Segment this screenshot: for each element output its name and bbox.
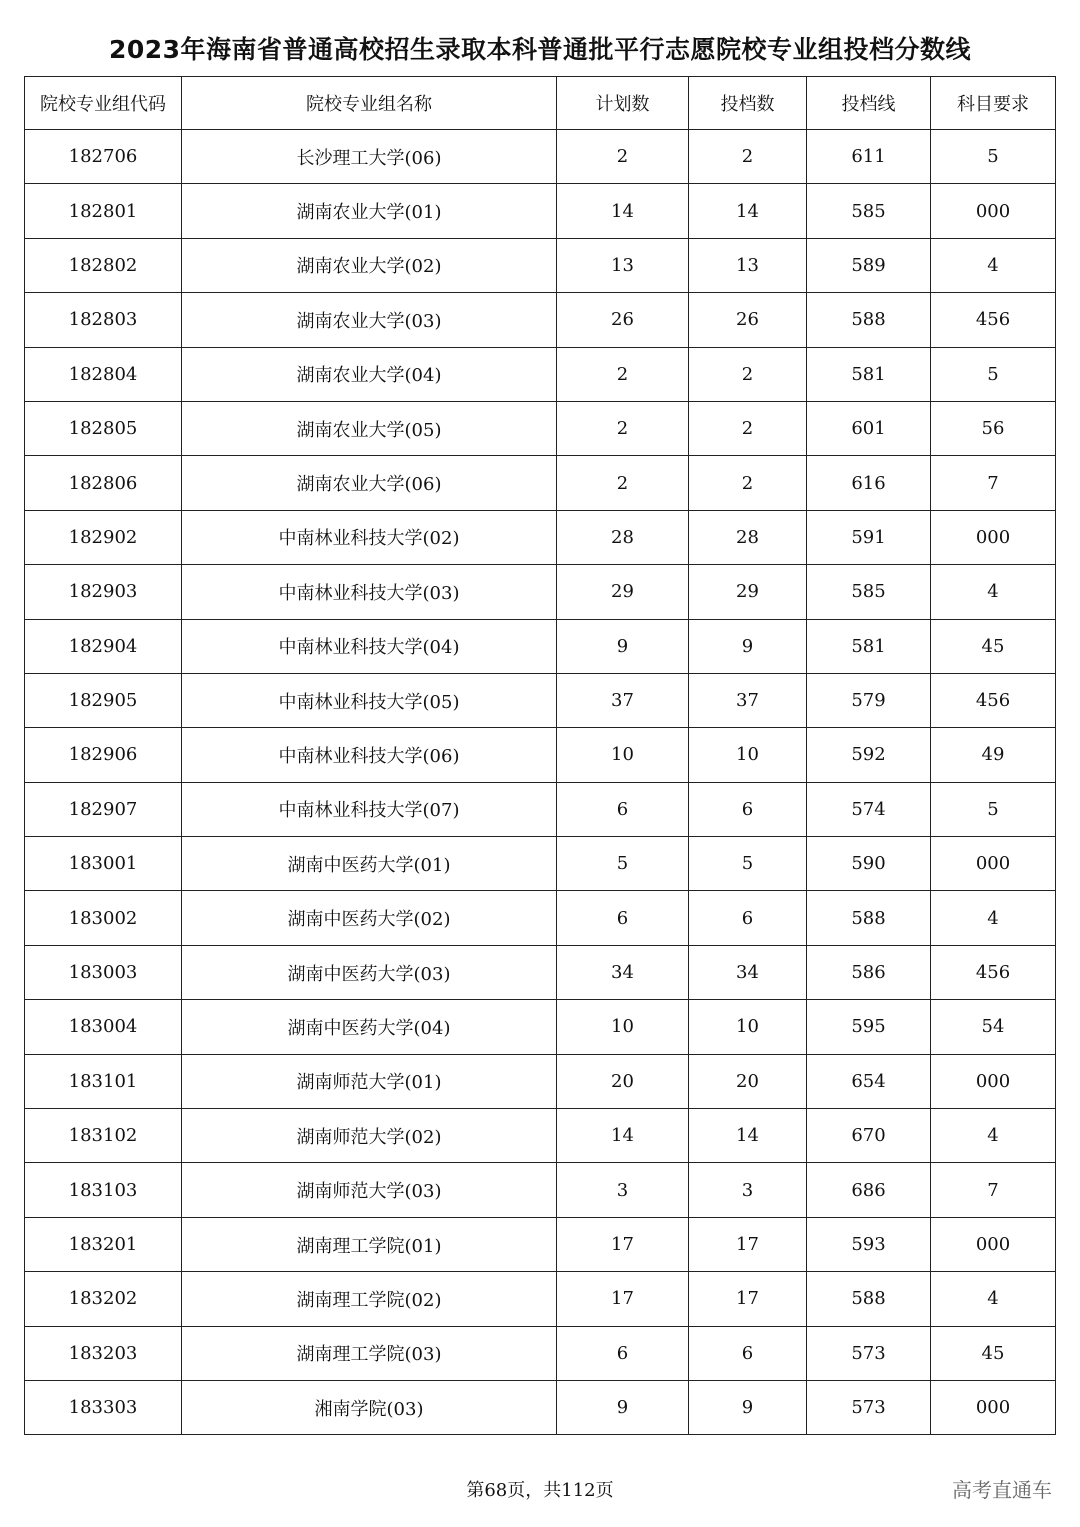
cell-name: 湖南中医药大学(01): [182, 837, 557, 891]
cell-admitted: 13: [689, 238, 807, 292]
cell-code: 182803: [25, 293, 182, 347]
table-row: [25, 1326, 1056, 1380]
cell-score-line: 593: [807, 1217, 931, 1271]
cell-admitted: 6: [689, 782, 807, 836]
cell-code: 183303: [25, 1380, 182, 1434]
table-row: [25, 1054, 1056, 1108]
cell-admitted: 9: [689, 1380, 807, 1434]
page-title: 2023年海南省普通高校招生录取本科普通批平行志愿院校专业组投档分数线: [108, 35, 972, 64]
cell-plan: 13: [557, 238, 689, 292]
table-row: [25, 891, 1056, 945]
table-row: [25, 238, 1056, 292]
cell-code: 183102: [25, 1109, 182, 1163]
cell-plan: 29: [557, 565, 689, 619]
cell-code: 182906: [25, 728, 182, 782]
table-row: [25, 1109, 1056, 1163]
cell-score-line: 581: [807, 347, 931, 401]
cell-plan: 10: [557, 1000, 689, 1054]
column-header-score-line: 投档线: [807, 77, 931, 130]
cell-name: 湖南中医药大学(02): [182, 891, 557, 945]
cell-score-line: 573: [807, 1326, 931, 1380]
column-header-admitted: 投档数: [689, 77, 807, 130]
cell-admitted: 5: [689, 837, 807, 891]
cell-plan: 3: [557, 1163, 689, 1217]
cell-name: 湖南理工学院(03): [182, 1326, 557, 1380]
table-row: [25, 673, 1056, 727]
cell-name: 湖南农业大学(01): [182, 184, 557, 238]
table-row: [25, 1272, 1056, 1326]
cell-score-line: 588: [807, 1272, 931, 1326]
cell-subject-req: 000: [931, 510, 1056, 564]
cell-subject-req: 7: [931, 1163, 1056, 1217]
cell-subject-req: 4: [931, 1109, 1056, 1163]
table-row: [25, 1000, 1056, 1054]
cell-code: 183003: [25, 945, 182, 999]
table-header-row: [25, 77, 1056, 130]
cell-score-line: 611: [807, 130, 931, 184]
cell-admitted: 2: [689, 130, 807, 184]
cell-name: 中南林业科技大学(05): [182, 673, 557, 727]
table-row: [25, 293, 1056, 347]
table-row: [25, 619, 1056, 673]
cell-code: 183201: [25, 1217, 182, 1271]
cell-subject-req: 4: [931, 238, 1056, 292]
cell-code: 183202: [25, 1272, 182, 1326]
cell-name: 湖南中医药大学(04): [182, 1000, 557, 1054]
cell-score-line: 588: [807, 293, 931, 347]
cell-subject-req: 000: [931, 184, 1056, 238]
table-body: [25, 130, 1056, 1435]
cell-admitted: 20: [689, 1054, 807, 1108]
table-row: [25, 565, 1056, 619]
cell-plan: 14: [557, 184, 689, 238]
cell-name: 湘南学院(03): [182, 1380, 557, 1434]
cell-plan: 2: [557, 401, 689, 455]
cell-name: 湖南农业大学(04): [182, 347, 557, 401]
table-row: [25, 945, 1056, 999]
cell-code: 182706: [25, 130, 182, 184]
cell-admitted: 28: [689, 510, 807, 564]
column-header-subject-req: 科目要求: [931, 77, 1056, 130]
cell-score-line: 588: [807, 891, 931, 945]
table-row: [25, 782, 1056, 836]
cell-code: 182902: [25, 510, 182, 564]
cell-admitted: 29: [689, 565, 807, 619]
cell-code: 183002: [25, 891, 182, 945]
column-header-code: 院校专业组代码: [25, 77, 182, 130]
cell-score-line: 581: [807, 619, 931, 673]
cell-subject-req: 54: [931, 1000, 1056, 1054]
cell-name: 长沙理工大学(06): [182, 130, 557, 184]
cell-name: 湖南师范大学(02): [182, 1109, 557, 1163]
cell-plan: 2: [557, 456, 689, 510]
cell-plan: 2: [557, 130, 689, 184]
table-row: [25, 1163, 1056, 1217]
cell-subject-req: 45: [931, 619, 1056, 673]
watermark-text: 高考直通车: [952, 1478, 1052, 1502]
cell-plan: 17: [557, 1272, 689, 1326]
cell-plan: 37: [557, 673, 689, 727]
cell-code: 182806: [25, 456, 182, 510]
cell-code: 183001: [25, 837, 182, 891]
cell-name: 湖南理工学院(02): [182, 1272, 557, 1326]
cell-admitted: 6: [689, 891, 807, 945]
table-row: [25, 728, 1056, 782]
admission-score-table: [24, 76, 1056, 1435]
table-row: [25, 1380, 1056, 1434]
cell-code: 182801: [25, 184, 182, 238]
cell-score-line: 579: [807, 673, 931, 727]
cell-subject-req: 56: [931, 401, 1056, 455]
cell-code: 183203: [25, 1326, 182, 1380]
cell-score-line: 586: [807, 945, 931, 999]
cell-subject-req: 4: [931, 891, 1056, 945]
cell-admitted: 37: [689, 673, 807, 727]
cell-subject-req: 49: [931, 728, 1056, 782]
cell-plan: 9: [557, 619, 689, 673]
cell-score-line: 585: [807, 565, 931, 619]
cell-subject-req: 456: [931, 293, 1056, 347]
cell-plan: 26: [557, 293, 689, 347]
cell-score-line: 601: [807, 401, 931, 455]
table-row: [25, 347, 1056, 401]
cell-plan: 5: [557, 837, 689, 891]
cell-name: 中南林业科技大学(06): [182, 728, 557, 782]
cell-subject-req: 5: [931, 130, 1056, 184]
cell-admitted: 17: [689, 1272, 807, 1326]
table-row: [25, 130, 1056, 184]
cell-code: 182804: [25, 347, 182, 401]
cell-code: 182903: [25, 565, 182, 619]
cell-plan: 10: [557, 728, 689, 782]
cell-code: 183103: [25, 1163, 182, 1217]
cell-plan: 2: [557, 347, 689, 401]
cell-plan: 14: [557, 1109, 689, 1163]
cell-name: 湖南师范大学(01): [182, 1054, 557, 1108]
column-header-plan: 计划数: [557, 77, 689, 130]
cell-subject-req: 456: [931, 945, 1056, 999]
cell-subject-req: 7: [931, 456, 1056, 510]
cell-name: 湖南农业大学(02): [182, 238, 557, 292]
table-row: [25, 401, 1056, 455]
cell-score-line: 574: [807, 782, 931, 836]
cell-name: 湖南农业大学(03): [182, 293, 557, 347]
cell-name: 湖南农业大学(05): [182, 401, 557, 455]
cell-plan: 6: [557, 891, 689, 945]
cell-score-line: 585: [807, 184, 931, 238]
cell-admitted: 14: [689, 184, 807, 238]
cell-admitted: 3: [689, 1163, 807, 1217]
cell-plan: 6: [557, 1326, 689, 1380]
cell-admitted: 2: [689, 456, 807, 510]
cell-name: 中南林业科技大学(02): [182, 510, 557, 564]
cell-subject-req: 45: [931, 1326, 1056, 1380]
cell-admitted: 17: [689, 1217, 807, 1271]
cell-admitted: 9: [689, 619, 807, 673]
cell-code: 183101: [25, 1054, 182, 1108]
cell-code: 182905: [25, 673, 182, 727]
cell-score-line: 589: [807, 238, 931, 292]
cell-score-line: 616: [807, 456, 931, 510]
cell-name: 中南林业科技大学(03): [182, 565, 557, 619]
cell-plan: 34: [557, 945, 689, 999]
table-row: [25, 456, 1056, 510]
cell-subject-req: 5: [931, 347, 1056, 401]
page-number: 第68页，共112页: [466, 1480, 614, 1501]
cell-plan: 28: [557, 510, 689, 564]
cell-name: 中南林业科技大学(04): [182, 619, 557, 673]
cell-code: 182904: [25, 619, 182, 673]
cell-subject-req: 4: [931, 1272, 1056, 1326]
cell-admitted: 34: [689, 945, 807, 999]
cell-score-line: 590: [807, 837, 931, 891]
cell-admitted: 6: [689, 1326, 807, 1380]
cell-subject-req: 000: [931, 837, 1056, 891]
cell-score-line: 654: [807, 1054, 931, 1108]
cell-admitted: 2: [689, 347, 807, 401]
cell-subject-req: 000: [931, 1380, 1056, 1434]
cell-plan: 17: [557, 1217, 689, 1271]
table-row: [25, 510, 1056, 564]
cell-subject-req: 5: [931, 782, 1056, 836]
cell-code: 182802: [25, 238, 182, 292]
table-row: [25, 184, 1056, 238]
cell-admitted: 14: [689, 1109, 807, 1163]
cell-admitted: 10: [689, 728, 807, 782]
cell-score-line: 670: [807, 1109, 931, 1163]
cell-admitted: 2: [689, 401, 807, 455]
cell-score-line: 595: [807, 1000, 931, 1054]
cell-subject-req: 4: [931, 565, 1056, 619]
cell-score-line: 686: [807, 1163, 931, 1217]
cell-score-line: 573: [807, 1380, 931, 1434]
cell-plan: 9: [557, 1380, 689, 1434]
cell-code: 182805: [25, 401, 182, 455]
cell-code: 183004: [25, 1000, 182, 1054]
cell-name: 湖南中医药大学(03): [182, 945, 557, 999]
cell-name: 中南林业科技大学(07): [182, 782, 557, 836]
cell-plan: 20: [557, 1054, 689, 1108]
cell-name: 湖南师范大学(03): [182, 1163, 557, 1217]
cell-score-line: 591: [807, 510, 931, 564]
cell-score-line: 592: [807, 728, 931, 782]
cell-name: 湖南理工学院(01): [182, 1217, 557, 1271]
column-header-name: 院校专业组名称: [182, 77, 557, 130]
cell-admitted: 10: [689, 1000, 807, 1054]
cell-subject-req: 000: [931, 1054, 1056, 1108]
cell-admitted: 26: [689, 293, 807, 347]
cell-name: 湖南农业大学(06): [182, 456, 557, 510]
cell-code: 182907: [25, 782, 182, 836]
cell-plan: 6: [557, 782, 689, 836]
table-row: [25, 1217, 1056, 1271]
table-row: [25, 837, 1056, 891]
cell-subject-req: 456: [931, 673, 1056, 727]
cell-subject-req: 000: [931, 1217, 1056, 1271]
